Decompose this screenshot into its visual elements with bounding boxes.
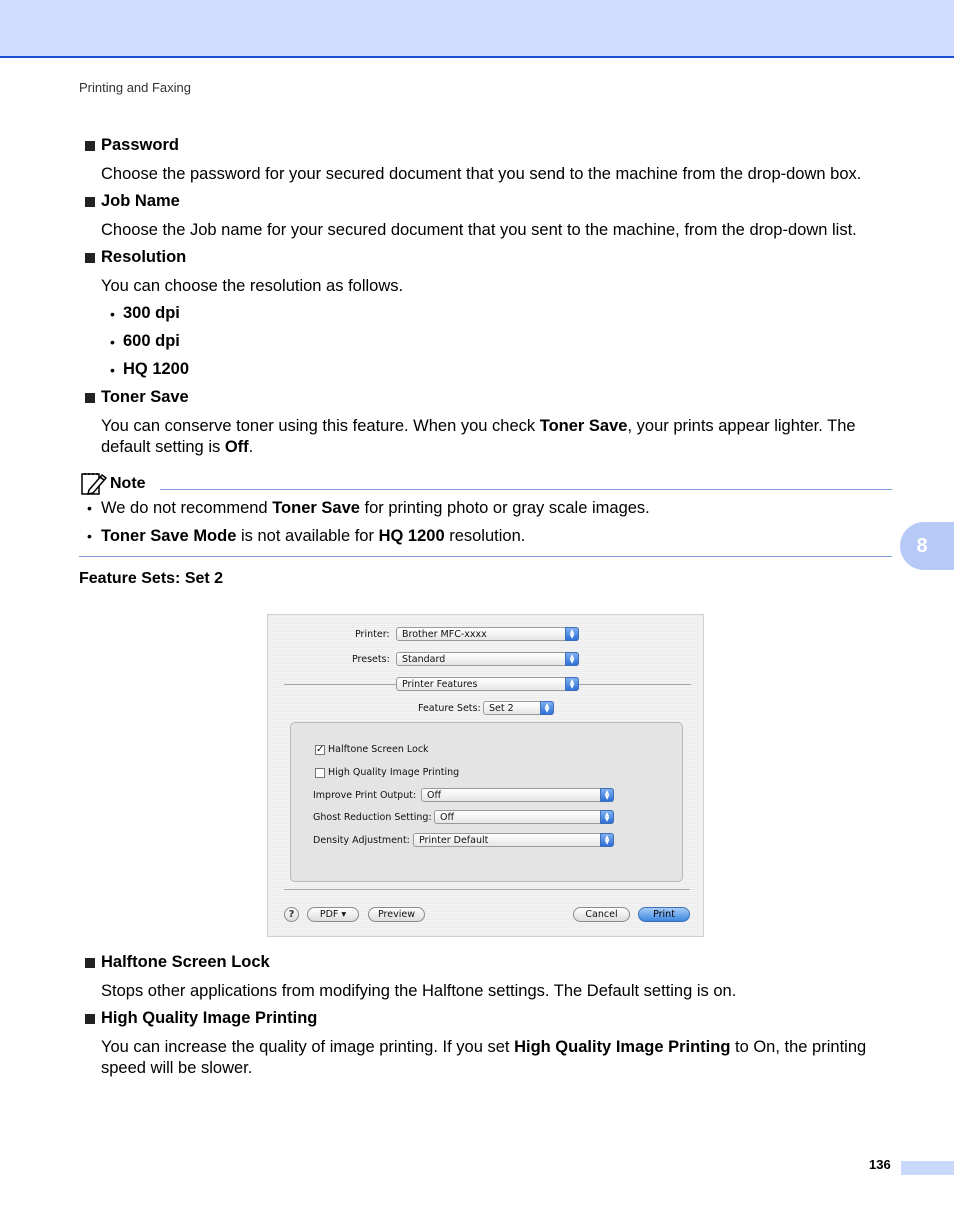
item-title-toner-save: Toner Save: [101, 388, 189, 406]
item-title-hq-image: High Quality Image Printing: [101, 1009, 318, 1027]
note-pencil-icon: [80, 471, 108, 496]
density-label: Density Adjustment:: [313, 835, 410, 846]
improve-output-value: Off: [427, 790, 442, 801]
printer-select-value: Brother MFC-xxxx: [402, 629, 487, 640]
panel-select[interactable]: [396, 677, 579, 691]
item-text-hq-image: You can increase the quality of image printing. If you set High Quality Image Printing to On, the printing speed will be slower.: [101, 1038, 867, 1077]
item-text-resolution: You can choose the resolution as follows.: [101, 277, 404, 295]
halftone-label: Halftone Screen Lock: [328, 744, 429, 755]
bullet-dot-icon: •: [110, 362, 115, 378]
ghost-reduction-select[interactable]: [434, 810, 614, 824]
resolution-option: 300 dpi: [123, 304, 180, 322]
presets-select[interactable]: [396, 652, 579, 666]
resolution-option: HQ 1200: [123, 360, 190, 378]
cancel-button[interactable]: Cancel: [573, 907, 630, 922]
running-head: Printing and Faxing: [79, 80, 192, 95]
chapter-tab: 8: [900, 522, 954, 570]
square-bullet-icon: [85, 958, 95, 968]
page-number: 136: [869, 1157, 891, 1172]
printer-select[interactable]: [396, 627, 579, 641]
square-bullet-icon: [85, 141, 95, 151]
feature-sets-label: Feature Sets:: [418, 703, 481, 714]
item-text-job-name: Choose the Job name for your secured document that you sent to the machine, from the drop-down list.: [101, 221, 857, 239]
separator-line: [579, 684, 691, 685]
ghost-reduction-value: Off: [440, 812, 455, 823]
feature-sets-select[interactable]: [483, 701, 554, 715]
presets-label: Presets:: [352, 654, 390, 665]
updown-arrows-icon: ▲ ▼: [565, 652, 579, 666]
density-value: Printer Default: [419, 835, 489, 846]
item-text-halftone: Stops other applications from modifying the Halftone settings. The Default setting is on.: [101, 982, 737, 1000]
bullet-dot-icon: •: [110, 334, 115, 350]
item-title-password: Password: [101, 136, 179, 154]
settings-group: [290, 722, 683, 882]
item-text-password: Choose the password for your secured document that you send to the machine from the drop-down box.: [101, 165, 862, 183]
note-divider: [160, 489, 892, 490]
feature-sets-select-value: Set 2: [489, 703, 514, 714]
separator-line: [284, 889, 690, 890]
presets-select-value: Standard: [402, 654, 446, 665]
panel-select-value: Printer Features: [402, 679, 478, 690]
item-title-halftone: Halftone Screen Lock: [101, 953, 270, 971]
square-bullet-icon: [85, 197, 95, 207]
note-bottom-divider: [79, 556, 892, 557]
bullet-dot-icon: •: [87, 500, 92, 516]
note-label: Note: [110, 475, 146, 492]
halftone-checkbox[interactable]: [315, 745, 325, 755]
updown-arrows-icon: ▲ ▼: [600, 788, 614, 802]
square-bullet-icon: [85, 253, 95, 263]
updown-arrows-icon: ▲ ▼: [565, 627, 579, 641]
header-band: [0, 0, 954, 58]
item-title-job-name: Job Name: [101, 192, 180, 210]
ghost-reduction-label: Ghost Reduction Setting:: [313, 812, 432, 823]
square-bullet-icon: [85, 393, 95, 403]
updown-arrows-icon: ▲ ▼: [565, 677, 579, 691]
printer-label: Printer:: [355, 629, 390, 640]
checkmark-icon: ✓: [316, 744, 325, 755]
note-line-1: We do not recommend Toner Save for printing photo or gray scale images.: [101, 499, 650, 517]
square-bullet-icon: [85, 1014, 95, 1024]
separator-line: [284, 684, 396, 685]
resolution-option: 600 dpi: [123, 332, 180, 350]
improve-output-select[interactable]: [421, 788, 614, 802]
pdf-button[interactable]: PDF ▾: [307, 907, 359, 922]
item-text-toner-save: You can conserve toner using this feature. When you check Toner Save, your prints appear lighter. The default setting is Off.: [101, 417, 856, 456]
updown-arrows-icon: ▲ ▼: [540, 701, 554, 715]
bullet-dot-icon: •: [110, 306, 115, 322]
updown-arrows-icon: ▲ ▼: [600, 833, 614, 847]
preview-button[interactable]: Preview: [368, 907, 425, 922]
updown-arrows-icon: ▲ ▼: [600, 810, 614, 824]
help-button[interactable]: ?: [284, 907, 299, 922]
print-button[interactable]: Print: [638, 907, 690, 922]
hq-image-label: High Quality Image Printing: [328, 767, 460, 778]
note-line-2: Toner Save Mode is not available for HQ 1200 resolution.: [101, 527, 526, 545]
density-select[interactable]: [413, 833, 614, 847]
print-dialog: [267, 614, 704, 937]
section-heading: Feature Sets: Set 2: [79, 570, 224, 587]
hq-image-checkbox[interactable]: [315, 768, 325, 778]
bullet-dot-icon: •: [87, 528, 92, 544]
improve-output-label: Improve Print Output:: [313, 790, 417, 801]
footer-bar: [901, 1161, 954, 1175]
item-title-resolution: Resolution: [101, 248, 187, 266]
